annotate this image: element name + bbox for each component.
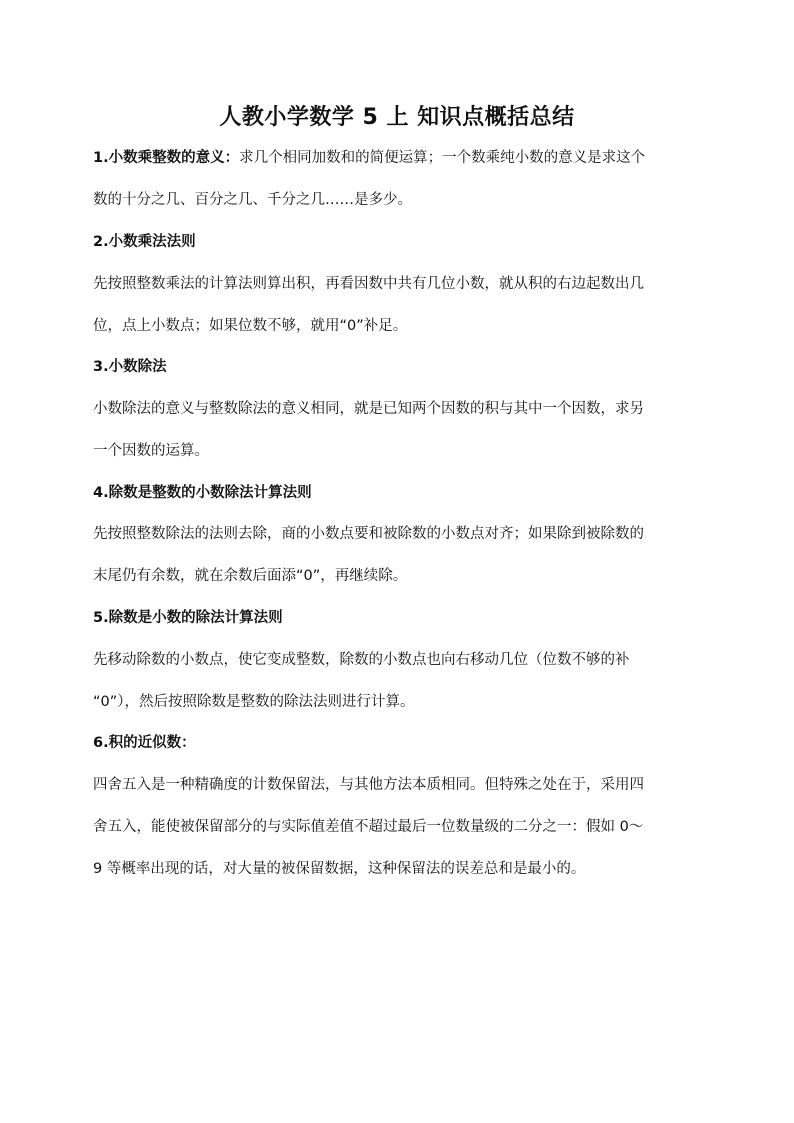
section-6-heading: 6.积的近似数： <box>93 735 196 751</box>
section-6-line-1: 四舍五入是一种精确度的计数保留法，与其他方法本质相同。但特殊之处在于，采用四 <box>93 777 644 793</box>
section-6-line-3: 9 等概率出现的话，对大量的被保留数据，这种保留法的误差总和是最小的。 <box>93 861 586 877</box>
page-title: 人教小学数学 5 上 知识点概括总结 <box>219 105 575 130</box>
section-5-heading: 5.除数是小数的除法计算法则 <box>93 610 283 626</box>
section-3-line-2: 一个因数的运算。 <box>93 443 209 459</box>
section-4-heading: 4.除数是整数的小数除法计算法则 <box>93 485 312 501</box>
section-2-line-2: 位，点上小数点；如果位数不够，就用“0”补足。 <box>93 318 408 334</box>
section-3-line-1: 小数除法的意义与整数除法的意义相同，就是已知两个因数的积与其中一个因数，求另 <box>93 401 644 417</box>
section-5-line-1: 先移动除数的小数点，使它变成整数，除数的小数点也向右移动几位（位数不够的补 <box>93 652 630 668</box>
section-1-heading: 1.小数乘整数的意义： <box>93 150 240 166</box>
section-4-line-1: 先按照整数除法的法则去除，商的小数点要和被除数的小数点对齐；如果除到被除数的 <box>93 526 644 542</box>
section-3-heading: 3.小数除法 <box>93 359 167 375</box>
section-1-text-1: 求几个相同加数和的简便运算；一个数乘纯小数的意义是求这个 <box>239 150 646 166</box>
section-1-line-1 <box>93 146 705 170</box>
section-2-line-1: 先按照整数乘法的计算法则算出积，再看因数中共有几位小数，就从积的右边起数出几 <box>93 276 644 292</box>
section-5-line-2: “0”），然后按照除数是整数的除法法则进行计算。 <box>93 694 415 710</box>
section-2-heading: 2.小数乘法法则 <box>93 234 196 250</box>
section-6-line-2: 舍五入，能使被保留部分的与实际值差值不超过最后一位数量级的二分之一：假如 0～ <box>93 819 644 835</box>
section-4-line-2: 末尾仍有余数，就在余数后面添“0”，再继续除。 <box>93 568 408 584</box>
section-1-line-2: 数的十分之几、百分之几、千分之几……是多少。 <box>93 192 412 208</box>
